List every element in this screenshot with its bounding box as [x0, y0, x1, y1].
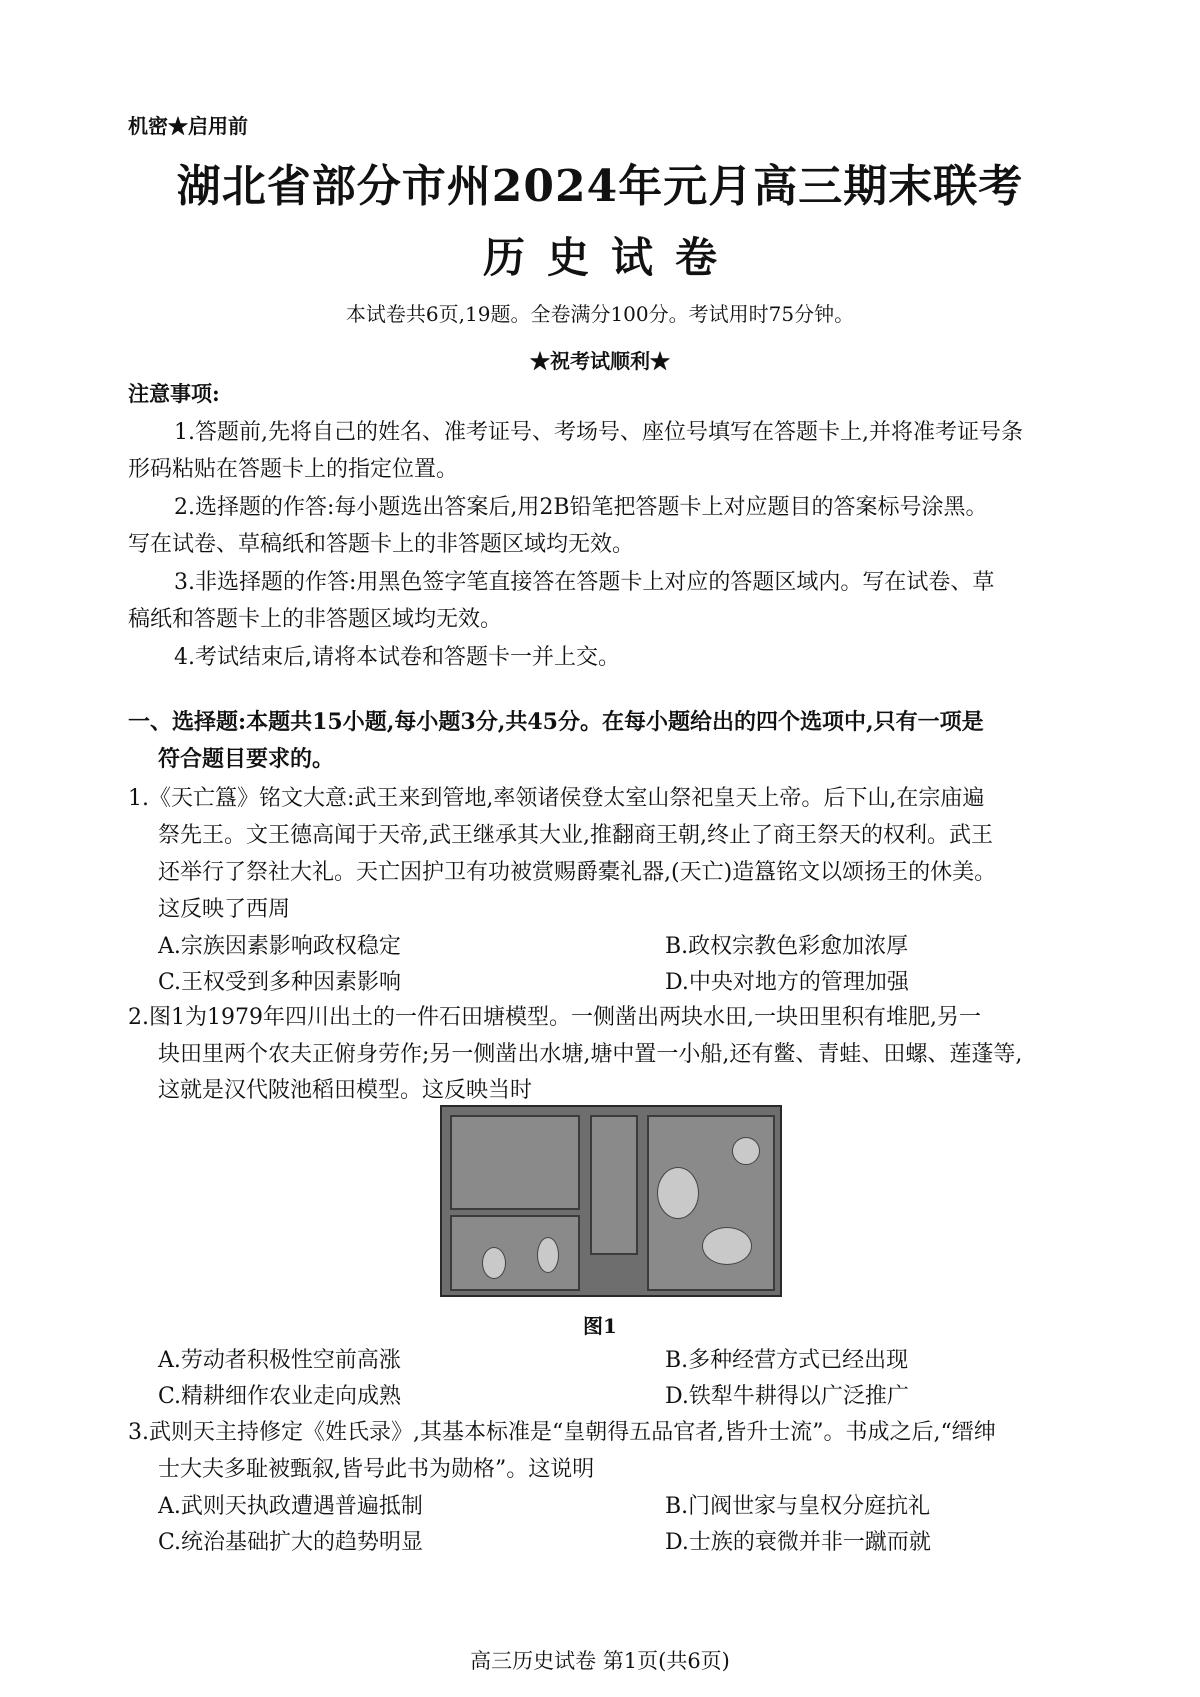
- question-1-text: 这反映了西周: [158, 897, 291, 922]
- notes-heading: 注意事项:: [128, 381, 220, 406]
- exam-info: 本试卷共6页,19题。全卷满分100分。考试用时75分钟。: [345, 302, 855, 326]
- question-3-option-c: C.统治基础扩大的趋势明显: [158, 1530, 424, 1555]
- question-3-option-d: D.士族的衰微并非一蹴而就: [665, 1530, 931, 1555]
- question-2-text: 块田里两个农夫正俯身劳作;另一侧凿出水塘,塘中置一小船,还有鳖、青蛙、田螺、莲蓬等,: [158, 1042, 1023, 1067]
- note-line: 稿纸和答题卡上的非答题区域均无效。: [128, 607, 503, 632]
- exam-subject: 历史试卷: [482, 233, 739, 282]
- section-heading-cont: 符合题目要求的。: [158, 746, 335, 772]
- question-2-text: 2.图1为1979年四川出土的一件石田塘模型。一侧凿出两块水田,一块田里积有堆肥,另一: [128, 1005, 981, 1030]
- question-1-option-a: A.宗族因素影响政权稳定: [158, 934, 401, 959]
- question-1-text: 1.《天亡簋》铭文大意:武王来到管地,率领诸侯登太室山祭祀皇天上帝。后下山,在宗庙遍: [128, 786, 985, 811]
- question-2-text: 这就是汉代陂池稻田模型。这反映当时: [158, 1078, 533, 1103]
- question-1-option-b: B.政权宗教色彩愈加浓厚: [665, 934, 909, 959]
- question-1-text: 还举行了祭社大礼。天亡因护卫有功被赏赐爵橐礼器,(天亡)造簋铭文以颂扬王的休美。: [158, 860, 997, 885]
- note-line: 1.答题前,先将自己的姓名、准考证号、考场号、座位号填写在答题卡上,并将准考证号条: [174, 420, 1023, 445]
- question-2-option-c: C.精耕细作农业走向成熟: [158, 1384, 402, 1409]
- question-3-text: 士大夫多耻被甄叙,皆号此书为勋格”。这说明: [158, 1457, 595, 1482]
- question-1-option-c: C.王权受到多种因素影响: [158, 970, 402, 995]
- figure-caption: 图1: [583, 1314, 617, 1338]
- question-2-option-d: D.铁犁牛耕得以广泛推广: [665, 1384, 909, 1409]
- note-line: 形码粘贴在答题卡上的指定位置。: [128, 457, 459, 482]
- note-line: 3.非选择题的作答:用黑色签字笔直接答在答题卡上对应的答题区域内。写在试卷、草: [174, 570, 995, 595]
- section-heading: 一、选择题:本题共15小题,每小题3分,共45分。在每小题给出的四个选项中,只有一项是: [128, 709, 984, 735]
- stone-field-model-photo: [440, 1105, 782, 1297]
- exam-title: 湖北省部分市州2024年元月高三期末联考: [176, 161, 1024, 212]
- question-1-option-d: D.中央对地方的管理加强: [665, 970, 909, 995]
- confidential-mark: 机密★启用前: [128, 114, 248, 138]
- good-luck-line: ★祝考试顺利★: [530, 349, 670, 373]
- question-2-option-b: B.多种经营方式已经出现: [665, 1348, 909, 1373]
- question-1-text: 祭先王。文王德高闻于天帝,武王继承其大业,推翻商王朝,终止了商王祭天的权利。武王: [158, 823, 993, 848]
- note-line: 写在试卷、草稿纸和答题卡上的非答题区域均无效。: [128, 532, 635, 557]
- question-2-option-a: A.劳动者积极性空前高涨: [158, 1348, 401, 1373]
- page-footer: 高三历史试卷 第1页(共6页): [470, 1649, 730, 1673]
- question-3-option-b: B.门阀世家与皇权分庭抗礼: [665, 1494, 931, 1519]
- question-3-text: 3.武则天主持修定《姓氏录》,其基本标准是“皇朝得五品官者,皆升士流”。书成之后,“缙绅: [128, 1420, 996, 1445]
- note-line: 4.考试结束后,请将本试卷和答题卡一并上交。: [174, 645, 620, 670]
- note-line: 2.选择题的作答:每小题选出答案后,用2B铅笔把答题卡上对应题目的答案标号涂黑。: [174, 495, 988, 520]
- question-3-option-a: A.武则天执政遭遇普遍抵制: [158, 1494, 423, 1519]
